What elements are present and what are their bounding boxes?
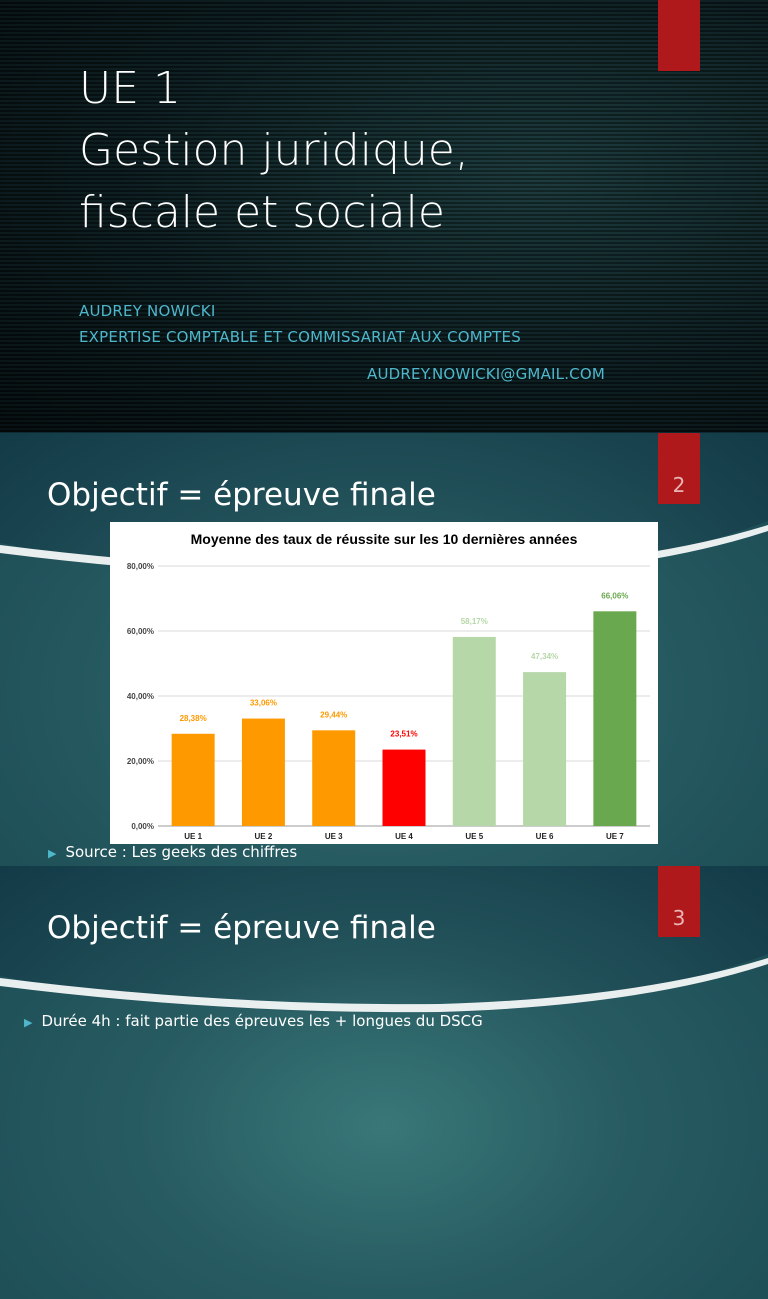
x-tick-label: UE 6 bbox=[535, 832, 554, 841]
y-tick-label: 40,00% bbox=[126, 692, 154, 701]
red-accent-tab bbox=[658, 0, 700, 71]
x-tick-label: UE 2 bbox=[254, 832, 273, 841]
bar bbox=[523, 672, 566, 826]
data-label: 28,38% bbox=[179, 713, 207, 723]
slide-title bbox=[79, 58, 469, 244]
chart-slide bbox=[0, 433, 768, 866]
bar bbox=[172, 734, 215, 826]
data-label: 66,06% bbox=[601, 591, 629, 601]
title-line: Gestion juridique, bbox=[79, 125, 469, 176]
bullet-text: Durée 4h : fait partie des épreuves les + longues du DSCG bbox=[41, 1012, 483, 1030]
bar bbox=[593, 611, 636, 826]
data-label: 29,44% bbox=[320, 710, 348, 720]
author-email[interactable]: AUDREY.NOWICKI@GMAIL.COM bbox=[367, 365, 605, 383]
slide-number: 2 bbox=[672, 473, 686, 497]
author-name: AUDREY NOWICKI bbox=[79, 302, 216, 320]
source-text: Source : Les geeks des chiffres bbox=[65, 843, 298, 861]
bar bbox=[383, 750, 426, 826]
bullet-arrow-icon: ▶ bbox=[48, 847, 57, 860]
author-role: EXPERTISE COMPTABLE ET COMMISSARIAT AUX COMPTES bbox=[79, 328, 521, 346]
data-label: 23,51% bbox=[390, 729, 418, 739]
slide-number: 3 bbox=[672, 906, 686, 930]
title-slide bbox=[0, 0, 768, 432]
bar bbox=[453, 637, 496, 826]
x-tick-label: UE 4 bbox=[395, 832, 413, 841]
x-tick-label: UE 5 bbox=[465, 832, 484, 841]
bar-chart bbox=[110, 522, 658, 844]
data-label: 33,06% bbox=[249, 698, 277, 708]
bullet-arrow-icon: ▶ bbox=[24, 1016, 33, 1029]
x-tick-label: UE 7 bbox=[605, 832, 624, 841]
x-tick-label: UE 3 bbox=[324, 832, 343, 841]
slide-heading: Objectif = épreuve finale bbox=[47, 910, 436, 946]
y-tick-label: 80,00% bbox=[126, 562, 154, 571]
chart-title: Moyenne des taux de réussite sur les 10 dernières années bbox=[190, 531, 578, 547]
content-bullet bbox=[24, 1012, 483, 1030]
y-tick-label: 0,00% bbox=[131, 822, 154, 831]
x-tick-label: UE 1 bbox=[184, 832, 203, 841]
source-bullet bbox=[48, 843, 297, 861]
title-line: fiscale et sociale bbox=[79, 187, 445, 238]
title-line: UE 1 bbox=[79, 63, 181, 114]
data-label: 58,17% bbox=[460, 616, 488, 626]
y-tick-label: 20,00% bbox=[126, 757, 154, 766]
bar bbox=[242, 719, 285, 826]
chart-container bbox=[110, 522, 658, 844]
slide-heading: Objectif = épreuve finale bbox=[47, 477, 436, 513]
bar bbox=[312, 730, 355, 826]
content-slide bbox=[0, 866, 768, 1299]
data-label: 47,34% bbox=[531, 652, 559, 662]
y-tick-label: 60,00% bbox=[126, 627, 154, 636]
